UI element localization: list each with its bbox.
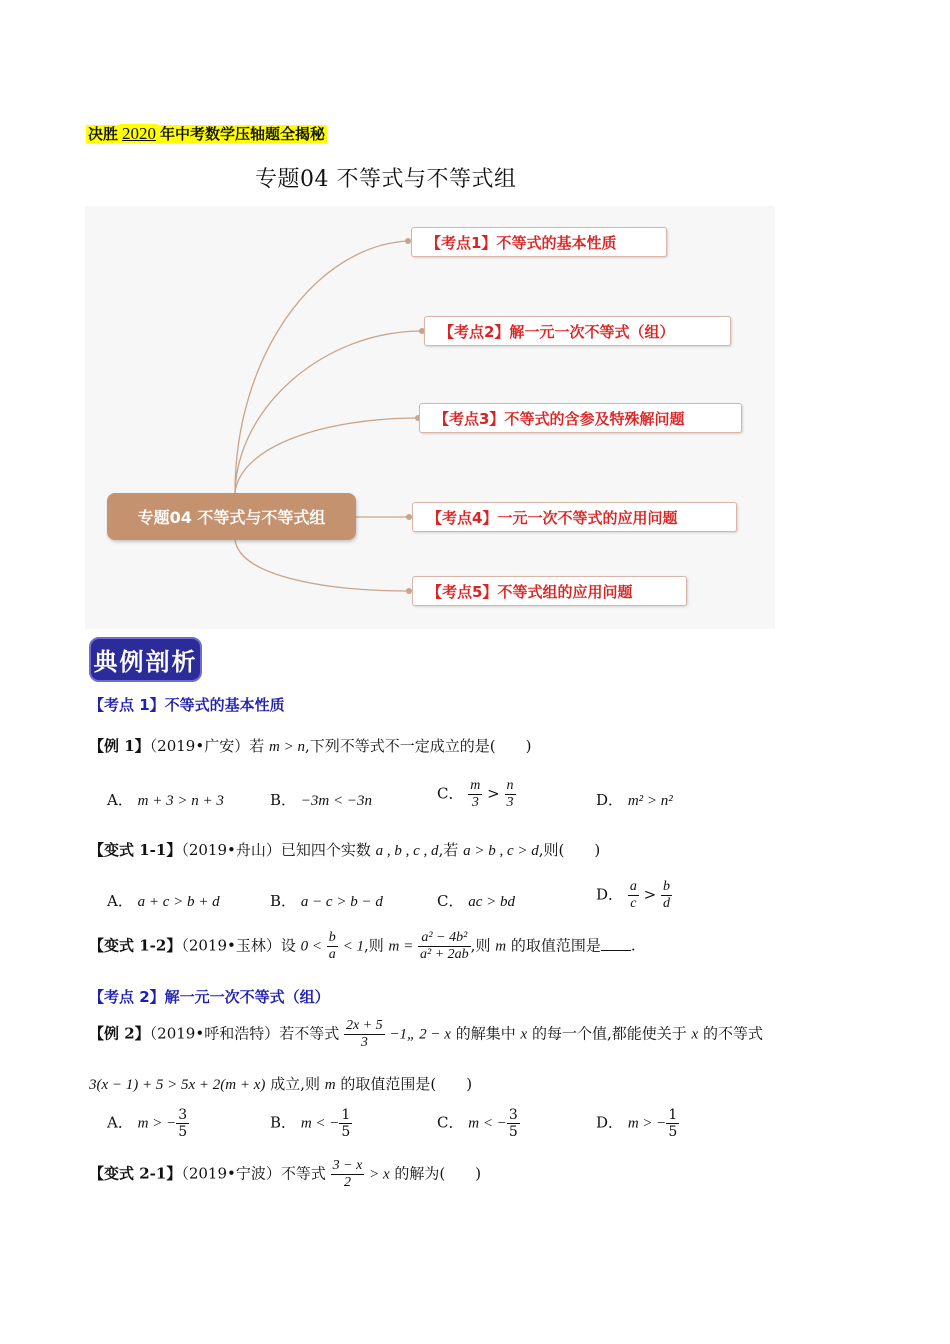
frac-num: 1 bbox=[668, 1107, 678, 1123]
variant-1-1-source: （2019•舟山）已知四个实数 bbox=[181, 841, 371, 859]
example-1-condition: m > n bbox=[268, 739, 305, 755]
option-b-expr: a − c > b − d bbox=[300, 894, 383, 910]
option-c-frac-2 bbox=[505, 778, 516, 811]
option-c-frac bbox=[507, 1107, 520, 1140]
variant-1-1-option-d bbox=[596, 879, 672, 912]
variant-1-2-text: ,则 bbox=[470, 936, 491, 955]
example-1-option-b bbox=[270, 789, 372, 810]
mind-map-node-3: 【考点3】不等式的含参及特殊解问题 bbox=[419, 403, 742, 433]
example-1-option-a bbox=[107, 789, 224, 810]
option-a-label: A． bbox=[107, 1113, 133, 1132]
option-d-label: D． bbox=[596, 791, 624, 809]
variant-2-1-post: > x bbox=[369, 1166, 390, 1183]
option-c-pre: m < − bbox=[468, 1115, 507, 1132]
option-d-frac bbox=[666, 1107, 679, 1140]
variant-1-2-tag: 【变式 1-2】 bbox=[89, 936, 182, 955]
mind-map-node-1: 【考点1】不等式的基本性质 bbox=[411, 227, 667, 257]
example-2-text1: 的解集中 bbox=[455, 1024, 516, 1043]
variant-1-2-tail: 的取值范围是 bbox=[510, 936, 601, 955]
frac-num: 3 bbox=[508, 1107, 518, 1123]
example-1 bbox=[89, 735, 531, 756]
variant-1-2-var: m bbox=[495, 938, 507, 955]
option-b-pre: m < − bbox=[300, 1115, 340, 1132]
example-1-option-d bbox=[596, 789, 673, 810]
example-1-tag: 【例 1】 bbox=[89, 737, 150, 755]
variant-1-1-option-c bbox=[437, 890, 515, 911]
variant-1-1-vars: a , b , c , d bbox=[375, 843, 439, 859]
option-d-op: > bbox=[643, 885, 657, 904]
variant-1-1-text: ,则( ) bbox=[538, 841, 601, 859]
frac-num: 1 bbox=[341, 1107, 351, 1123]
header-label-suffix: 年中考数学压轴题全揭秘 bbox=[160, 125, 326, 143]
variant-1-1-option-b bbox=[270, 890, 383, 911]
variant-1-2-pre: 0 < bbox=[300, 938, 323, 955]
example-2-line2-m: m bbox=[324, 1077, 336, 1093]
option-c-op: > bbox=[487, 784, 500, 803]
frac-den: 3 bbox=[506, 795, 514, 811]
option-d-frac-1 bbox=[628, 879, 639, 912]
mind-map-node-4: 【考点4】一元一次不等式的应用问题 bbox=[412, 502, 737, 532]
section-badge: 典例剖析 bbox=[89, 637, 202, 682]
option-a-expr: a + c > b + d bbox=[137, 894, 220, 910]
frac-num: a bbox=[628, 879, 639, 896]
connector-3 bbox=[235, 418, 418, 493]
option-c-label: C． bbox=[437, 1113, 464, 1132]
option-d-frac-2 bbox=[661, 879, 672, 912]
variant-1-1-mid: ,若 bbox=[438, 841, 459, 859]
frac-den: c bbox=[630, 896, 637, 912]
example-2-line2-tail: 的取值范围是( ) bbox=[340, 1075, 473, 1093]
variant-1-2-meq: m = bbox=[388, 938, 414, 955]
option-d-expr: m² > n² bbox=[627, 793, 673, 809]
mind-map bbox=[85, 206, 775, 629]
option-b-label: B． bbox=[270, 791, 297, 809]
section-heading-2: 【考点 2】解一元一次不等式（组） bbox=[89, 988, 330, 1006]
example-1-option-c bbox=[437, 778, 516, 811]
frac-den: a² + 2ab bbox=[420, 947, 469, 963]
example-2-line2-text: 成立,则 bbox=[270, 1075, 320, 1093]
variant-2-1-source: （2019•宁波）不等式 bbox=[181, 1164, 326, 1183]
variant-1-2-source: （2019•玉林）设 bbox=[181, 936, 296, 955]
frac-num: 3 bbox=[178, 1107, 188, 1123]
example-2-text3: 的不等式 bbox=[702, 1024, 763, 1043]
example-1-text: ,下列不等式不一定成立的是( ) bbox=[304, 737, 532, 755]
example-2-x2: x bbox=[691, 1026, 699, 1043]
variant-1-2 bbox=[89, 930, 636, 963]
option-c-expr: ac > bd bbox=[468, 894, 516, 910]
mind-map-node-5: 【考点5】不等式组的应用问题 bbox=[412, 576, 687, 606]
option-a-label: A． bbox=[107, 791, 133, 809]
option-a-frac bbox=[176, 1107, 189, 1140]
section-heading-1: 【考点 1】不等式的基本性质 bbox=[89, 696, 285, 714]
frac-num: b bbox=[327, 930, 338, 947]
frac-den: 3 bbox=[360, 1035, 368, 1051]
variant-2-1-text: 的解为( ) bbox=[394, 1164, 482, 1183]
example-2-source: （2019•呼和浩特）若不等式 bbox=[149, 1024, 340, 1043]
option-b-expr: −3m < −3n bbox=[300, 793, 373, 809]
option-b-label: B． bbox=[270, 892, 297, 910]
example-2-text2: 的每一个值,都能使关于 bbox=[531, 1024, 687, 1043]
option-a-pre: m > − bbox=[137, 1115, 177, 1132]
example-2-line-2 bbox=[89, 1073, 472, 1094]
example-2 bbox=[89, 1018, 763, 1051]
header-label-prefix: 决胜 bbox=[88, 125, 119, 143]
answer-blank bbox=[601, 950, 631, 951]
frac-num: n bbox=[505, 778, 516, 795]
option-d-pre: m > − bbox=[627, 1115, 667, 1132]
example-2-frac bbox=[344, 1018, 385, 1051]
frac-num: m bbox=[468, 778, 482, 795]
frac-den: a bbox=[328, 947, 336, 963]
variant-1-2-mid: ,则 bbox=[363, 936, 384, 955]
page-title: 专题04 不等式与不等式组 bbox=[255, 167, 517, 192]
option-a-expr: m + 3 > n + 3 bbox=[137, 793, 224, 809]
frac-num: a² − 4b² bbox=[418, 930, 471, 947]
example-2-option-b bbox=[270, 1107, 352, 1140]
connector-2 bbox=[235, 331, 422, 493]
frac-num: 3 − x bbox=[331, 1158, 365, 1175]
frac-den: d bbox=[662, 896, 670, 912]
example-2-option-c bbox=[437, 1107, 520, 1140]
example-2-x1: x bbox=[520, 1026, 528, 1043]
variant-1-2-frac bbox=[327, 930, 338, 963]
variant-1-2-post: < 1 bbox=[342, 938, 364, 955]
mind-map-center: 专题04 不等式与不等式组 bbox=[107, 493, 356, 540]
frac-den: 5 bbox=[178, 1124, 188, 1141]
variant-1-1 bbox=[89, 839, 600, 860]
frac-num: 2x + 5 bbox=[344, 1018, 385, 1035]
example-2-option-d bbox=[596, 1107, 679, 1140]
variant-2-1 bbox=[89, 1158, 481, 1191]
variant-2-1-tag: 【变式 2-1】 bbox=[89, 1164, 182, 1183]
variant-1-1-cond: a > b , c > d bbox=[463, 843, 539, 859]
frac-den: 3 bbox=[471, 795, 479, 811]
variant-2-1-frac bbox=[331, 1158, 365, 1191]
option-b-label: B． bbox=[270, 1113, 297, 1132]
example-2-line2-expr: 3(x − 1) + 5 > 5x + 2(m + x) bbox=[89, 1077, 266, 1093]
variant-1-2-mfrac bbox=[418, 930, 471, 963]
variant-1-1-tag: 【变式 1-1】 bbox=[89, 841, 182, 859]
frac-den: 5 bbox=[668, 1124, 678, 1141]
option-d-label: D． bbox=[596, 1113, 624, 1132]
example-2-tag: 【例 2】 bbox=[89, 1024, 150, 1043]
connector-5 bbox=[235, 540, 409, 591]
variant-1-1-option-a bbox=[107, 890, 220, 911]
frac-num: b bbox=[661, 879, 672, 896]
option-a-label: A． bbox=[107, 892, 133, 910]
frac-den: 5 bbox=[508, 1124, 518, 1141]
option-c-frac-1 bbox=[468, 778, 482, 811]
option-b-frac bbox=[339, 1107, 352, 1140]
frac-den: 5 bbox=[341, 1124, 351, 1141]
option-c-label: C． bbox=[437, 892, 464, 910]
example-2-option-a bbox=[107, 1107, 189, 1140]
option-c-label: C． bbox=[437, 784, 464, 803]
header-label-year: 2020 bbox=[122, 124, 157, 143]
frac-den: 2 bbox=[343, 1175, 351, 1191]
option-d-label: D． bbox=[596, 885, 624, 904]
example-1-source: （2019•广安）若 bbox=[149, 737, 265, 755]
variant-1-2-end: . bbox=[630, 936, 636, 955]
header-label bbox=[86, 123, 327, 144]
mind-map-node-2: 【考点2】解一元一次不等式（组） bbox=[424, 316, 731, 346]
example-2-expr: −1„ 2 − x bbox=[389, 1026, 451, 1043]
